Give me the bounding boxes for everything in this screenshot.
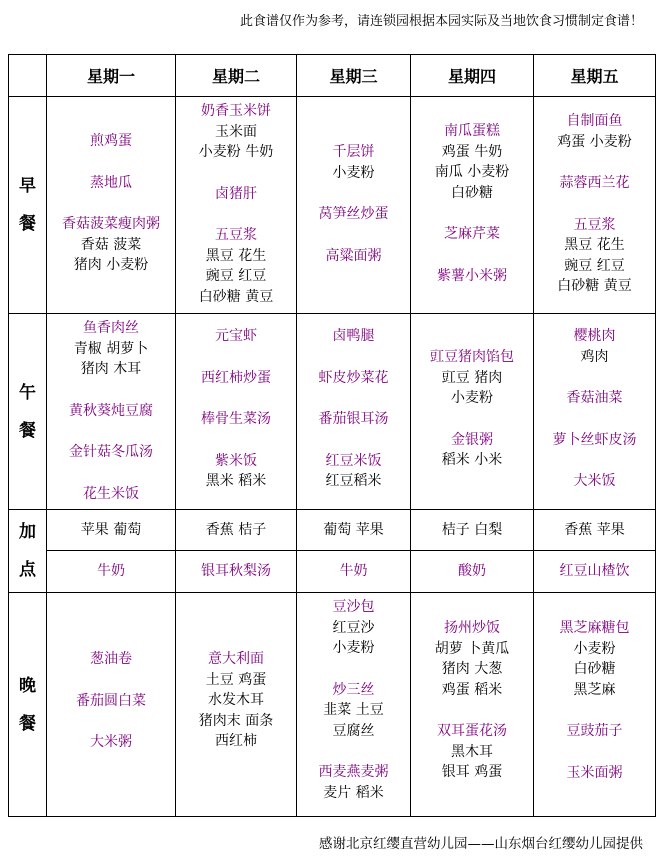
snack-drink-tue: 银耳秋梨汤 [176, 551, 297, 593]
ingredients: 白砂糖 [451, 184, 493, 201]
dish-name: 鱼香肉丝 [83, 320, 139, 336]
ingredients: 豆腐丝 [332, 722, 375, 739]
snack-drink-thu: 酸奶 [411, 551, 534, 593]
snack-fruit-wed: 葡萄 苹果 [297, 510, 411, 551]
dish-name: 黄秋葵炖豆腐 [69, 402, 153, 419]
dish-name: 五豆浆 [573, 216, 616, 233]
ingredients: 白砂糖 黄豆 [557, 278, 632, 294]
dish-name: 西红柿炒蛋 [201, 369, 271, 386]
dish-name: 蒸地瓜 [90, 174, 132, 191]
dish-name: 卤猪肝 [215, 185, 257, 202]
dish-name: 大米饭 [573, 473, 616, 489]
ingredients: 小麦粉 [332, 164, 375, 181]
dish-name: 花生米饭 [83, 485, 139, 502]
breakfast-fri [534, 97, 656, 314]
ingredients: 稻米 小米 [441, 452, 503, 468]
meal-label-breakfast: 早 餐 [9, 97, 47, 314]
day-header-mon: 星期一 [47, 55, 176, 97]
dish-name: 蒜蓉西兰花 [559, 175, 630, 191]
breakfast-row [9, 97, 656, 314]
dish-name: 卤鸭腿 [332, 328, 375, 344]
header-row [9, 55, 656, 97]
ingredients: 小麦粉 牛奶 [198, 144, 274, 160]
ingredients: 香菇 菠菜 [80, 236, 142, 253]
ingredients: 鸡蛋 小麦粉 [557, 133, 632, 150]
dish-name: 奶香玉米饼 [201, 103, 271, 119]
corner-cell [9, 55, 47, 97]
snack-fruit-tue: 香蕉 桔子 [176, 510, 297, 551]
dish-name: 金针菇冬瓜汤 [69, 444, 153, 460]
ingredients: 豇豆 猪肉 [441, 369, 503, 386]
credit-line: 感谢北京红缨直营幼儿园——山东烟台红缨幼儿园提供 [319, 836, 643, 852]
ingredients: 黑豆 花生 [564, 237, 625, 253]
ingredients: 白砂糖 黄豆 [198, 288, 274, 305]
ingredients: 小麦粉 [573, 640, 616, 657]
dish-name: 番茄圆白菜 [76, 692, 146, 709]
dinner-wed [297, 593, 411, 817]
dish-name: 红豆米饭 [325, 452, 382, 469]
dish-name: 元宝虾 [215, 328, 257, 344]
ingredients: 猪肉 大葱 [441, 661, 503, 677]
ingredients: 青椒 胡萝卜 [73, 340, 149, 357]
ingredients: 小麦粉 [332, 640, 375, 656]
lunch-fri [534, 314, 656, 510]
dish-name: 自制面鱼 [566, 113, 623, 129]
dish-name: 西麦燕麦粥 [318, 764, 389, 780]
breakfast-tue [176, 97, 297, 314]
day-header-wed: 星期三 [297, 55, 411, 97]
ingredients: 水发木耳 [208, 692, 264, 708]
ingredients: 白砂糖 [573, 661, 616, 677]
dish-name: 玉米面粥 [566, 764, 623, 781]
dish-name: 番茄银耳汤 [318, 411, 389, 427]
ingredients: 黑豆 花生 [205, 247, 267, 264]
dish-name: 大米粥 [90, 734, 132, 750]
breakfast-mon [47, 97, 176, 314]
ingredients: 鸡肉 [580, 348, 609, 365]
day-header-tue: 星期二 [176, 55, 297, 97]
dinner-row [9, 593, 656, 817]
dish-name: 煎鸡蛋 [90, 133, 132, 149]
dish-name: 南瓜蛋糕 [444, 123, 500, 139]
snack-fruit-thu: 桔子 白梨 [411, 510, 534, 551]
ingredients: 黑芝麻 [573, 681, 616, 698]
snack-drink-mon: 牛奶 [47, 551, 176, 593]
dish-name: 香菇菠菜瘦肉粥 [62, 216, 160, 232]
ingredients: 鸡蛋 牛奶 [441, 143, 503, 160]
dinner-fri [534, 593, 656, 817]
dish-name: 豆沙包 [332, 599, 375, 615]
snack-drink-wed: 牛奶 [297, 551, 411, 593]
dish-name: 紫米饭 [215, 452, 257, 469]
dish-name: 虾皮炒菜花 [318, 369, 389, 386]
ingredients: 豌豆 红豆 [564, 257, 625, 274]
dish-name: 意大利面 [208, 651, 264, 667]
dish-name: 棒骨生菜汤 [201, 411, 271, 427]
dish-name: 莴笋丝炒蛋 [318, 206, 389, 222]
dish-name: 扬州炒饭 [444, 620, 500, 636]
ingredients: 猪肉 木耳 [80, 361, 142, 377]
ingredients: 麦片 稻米 [323, 784, 384, 801]
breakfast-thu [411, 97, 534, 314]
dish-name: 豆豉茄子 [566, 723, 623, 739]
lunch-tue [176, 314, 297, 510]
breakfast-wed [297, 97, 411, 314]
dish-name: 金银粥 [451, 431, 493, 448]
ingredients: 南瓜 小麦粉 [434, 164, 510, 180]
ingredients: 土豆 鸡蛋 [205, 671, 267, 688]
meal-label-dinner: 晚 餐 [9, 593, 47, 817]
snack-fruit-mon: 苹果 葡萄 [47, 510, 176, 551]
ingredients: 黑木耳 [451, 743, 493, 760]
dish-name: 豇豆猪肉馅包 [430, 349, 514, 365]
dish-name: 香菇油菜 [566, 390, 623, 406]
snack-row-fruit [9, 510, 656, 551]
dish-name: 高粱面粥 [325, 247, 382, 264]
ingredients: 黑米 稻米 [205, 473, 267, 489]
dish-name: 紫薯小米粥 [437, 267, 507, 284]
ingredients: 玉米面 [215, 123, 257, 140]
snack-drink-fri: 红豆山楂饮 [534, 551, 656, 593]
ingredients: 小麦粉 [451, 390, 493, 406]
dish-name: 樱桃肉 [573, 328, 616, 344]
dish-name: 葱油卷 [90, 651, 132, 667]
day-header-thu: 星期四 [411, 55, 534, 97]
ingredients: 鸡蛋 稻米 [441, 681, 503, 698]
dish-name: 炒三丝 [332, 681, 375, 698]
lunch-wed [297, 314, 411, 510]
dish-name: 双耳蛋花汤 [437, 723, 507, 739]
lunch-thu [411, 314, 534, 510]
lunch-row [9, 314, 656, 510]
day-header-fri: 星期五 [534, 55, 656, 97]
weekly-menu-table [8, 54, 656, 817]
dish-name: 五豆浆 [215, 227, 257, 243]
ingredients: 西红柿 [215, 733, 257, 749]
snack-fruit-fri: 香蕉 苹果 [534, 510, 656, 551]
dinner-mon [47, 593, 176, 817]
ingredients: 韭菜 土豆 [323, 702, 384, 718]
dinner-thu [411, 593, 534, 817]
ingredients: 猪肉末 面条 [198, 712, 274, 729]
ingredients: 红豆沙 [332, 619, 375, 636]
ingredients: 红豆稻米 [325, 473, 382, 489]
meal-label-lunch: 午 餐 [9, 314, 47, 510]
meal-label-snack: 加 点 [9, 510, 47, 593]
lunch-mon [47, 314, 176, 510]
ingredients: 胡萝 卜黄瓜 [434, 640, 510, 657]
disclaimer-note: 此食谱仅作为参考，请连锁园根据本园实际及当地饮食习惯制定食谱！ [239, 14, 643, 29]
dinner-tue [176, 593, 297, 817]
ingredients: 银耳 鸡蛋 [441, 764, 503, 780]
dish-name: 萝卜丝虾皮汤 [552, 431, 637, 448]
dish-name: 芝麻芹菜 [444, 226, 500, 242]
ingredients: 猪肉 小麦粉 [73, 257, 149, 273]
ingredients: 豌豆 红豆 [205, 268, 267, 284]
dish-name: 黑芝麻糖包 [559, 620, 630, 636]
dish-name: 千层饼 [332, 144, 375, 160]
snack-row-drink [9, 551, 656, 593]
